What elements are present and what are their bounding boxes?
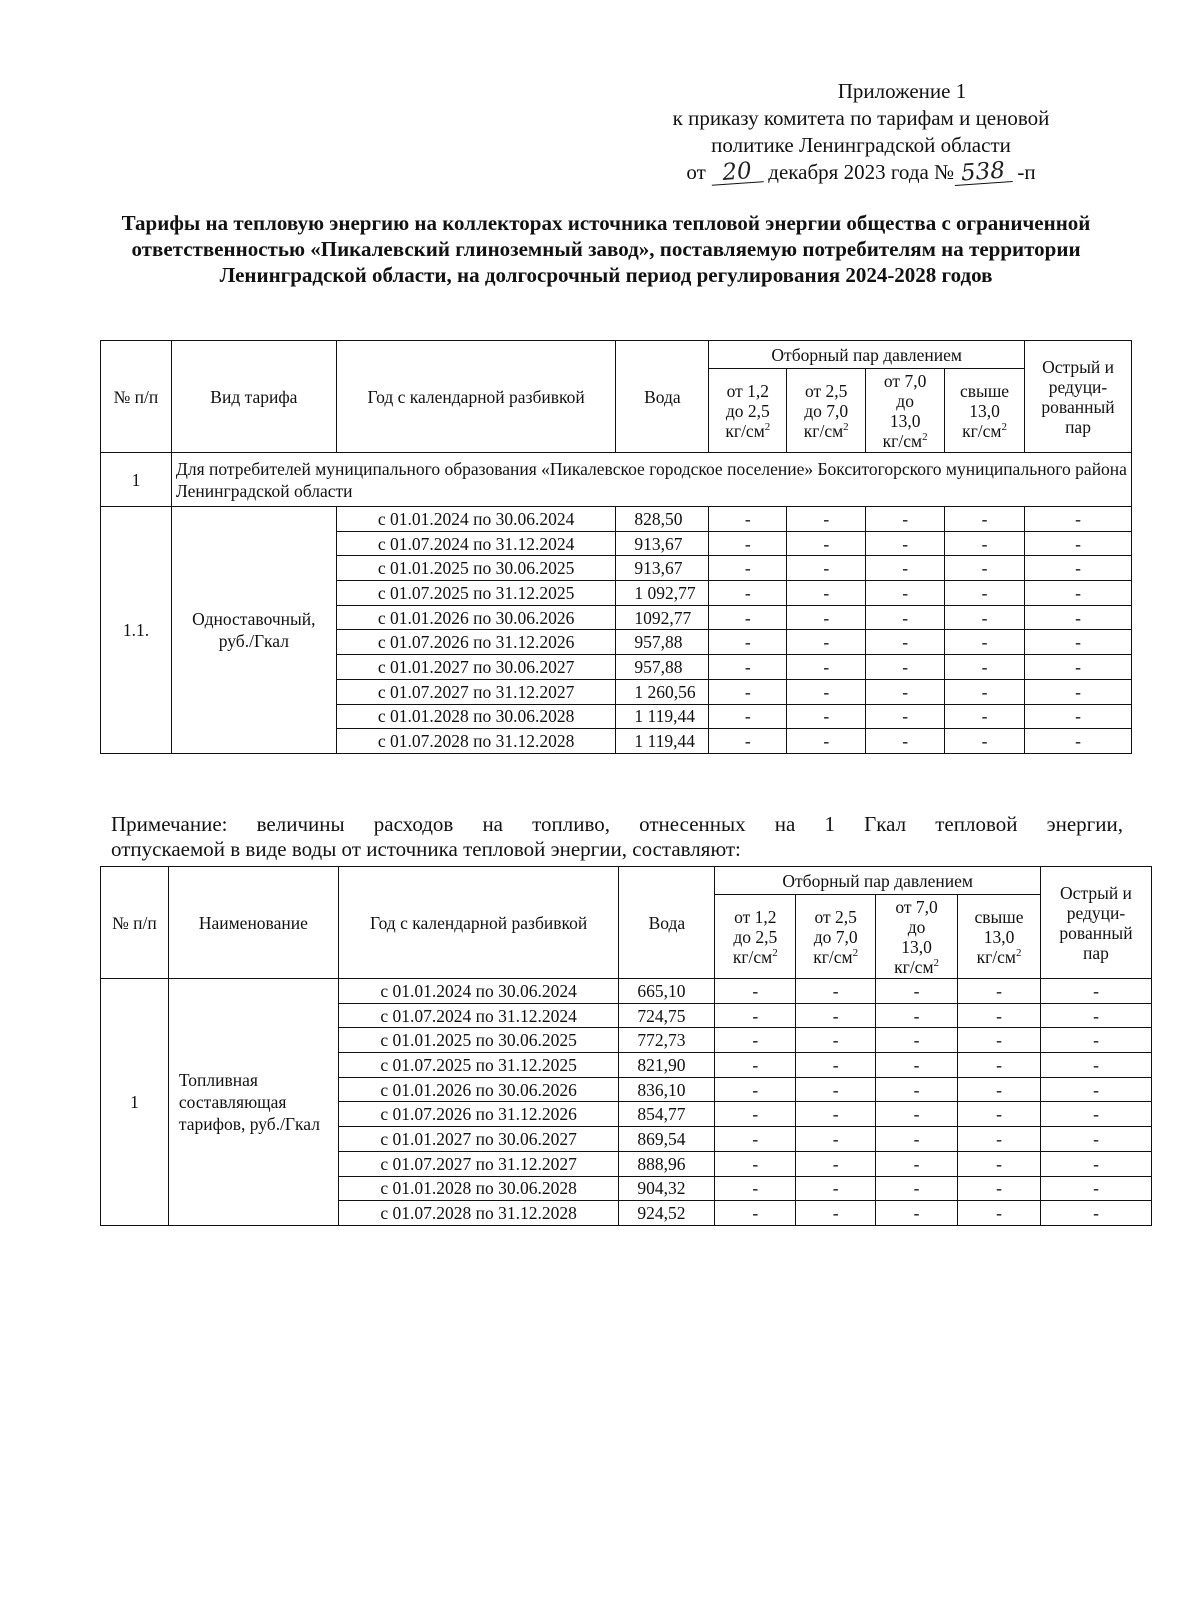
appendix-line-3: политике Ленинградской области <box>711 133 1011 157</box>
group-description: Для потребителей муниципального образования «Пикалевское городское поселение» Бокситогорского муниципального района Ленинградской области <box>171 453 1131 507</box>
period-cell: с 01.01.2025 по 30.06.2025 <box>338 1028 619 1053</box>
steam-value: - <box>866 630 945 655</box>
steam-value: - <box>787 655 866 680</box>
steam-value: - <box>945 704 1025 729</box>
steam-value: - <box>958 1003 1041 1028</box>
appendix-header <box>600 78 1122 186</box>
group-num: 1 <box>101 453 172 507</box>
steam-value: - <box>945 729 1025 754</box>
steam-value: - <box>796 1176 876 1201</box>
steam-value: - <box>876 1003 958 1028</box>
steam-value: - <box>1025 581 1132 606</box>
steam-value: - <box>945 556 1025 581</box>
steam-value: - <box>709 655 787 680</box>
header-name: Наименование <box>168 867 338 979</box>
water-value: 869,54 <box>619 1127 715 1152</box>
header-water: Вода <box>616 341 709 453</box>
steam-value: - <box>958 1176 1041 1201</box>
period-cell: с 01.07.2024 по 31.12.2024 <box>336 531 616 556</box>
water-value: 1 119,44 <box>616 704 709 729</box>
header-num: № п/п <box>101 341 172 453</box>
steam-value: - <box>796 979 876 1004</box>
order-suffix: -п <box>1017 160 1036 184</box>
steam-value: - <box>1040 1028 1151 1053</box>
water-value: 821,90 <box>619 1053 715 1078</box>
steam-value: - <box>1025 630 1132 655</box>
steam-value: - <box>958 1102 1041 1127</box>
steam-value: - <box>958 1053 1041 1078</box>
steam-value: - <box>958 979 1041 1004</box>
steam-value: - <box>866 605 945 630</box>
steam-value: - <box>876 1077 958 1102</box>
steam-value: - <box>866 581 945 606</box>
steam-value: - <box>787 729 866 754</box>
table-row <box>101 507 1132 532</box>
steam-value: - <box>715 1176 796 1201</box>
steam-value: - <box>709 531 787 556</box>
item-name: Одноставочный, руб./Гкал <box>171 507 336 754</box>
steam-value: - <box>866 507 945 532</box>
period-cell: с 01.07.2025 по 31.12.2025 <box>338 1053 619 1078</box>
steam-value: - <box>796 1077 876 1102</box>
steam-value: - <box>1040 1077 1151 1102</box>
header-steam-1: от 1,2 до 2,5 $кг/см^2$ <box>715 895 796 979</box>
steam-value: - <box>945 679 1025 704</box>
steam-value: - <box>715 1201 796 1226</box>
steam-value: - <box>1040 1102 1151 1127</box>
steam-value: - <box>876 1176 958 1201</box>
appendix-line-2: к приказу комитета по тарифам и ценовой <box>672 106 1050 130</box>
water-value: 904,32 <box>619 1176 715 1201</box>
water-value: 957,88 <box>616 630 709 655</box>
steam-value: - <box>866 729 945 754</box>
steam-value: - <box>1025 729 1132 754</box>
steam-value: - <box>796 1028 876 1053</box>
water-value: 913,67 <box>616 556 709 581</box>
fuel-component-table <box>100 866 1152 1226</box>
steam-value: - <box>876 1151 958 1176</box>
steam-value: - <box>709 704 787 729</box>
handwritten-order-number: 538 <box>953 159 1012 186</box>
steam-value: - <box>945 531 1025 556</box>
steam-value: - <box>945 655 1025 680</box>
water-value: 913,67 <box>616 531 709 556</box>
steam-value: - <box>715 1003 796 1028</box>
steam-value: - <box>787 630 866 655</box>
period-cell: с 01.01.2028 по 30.06.2028 <box>336 704 616 729</box>
period-cell: с 01.01.2024 по 30.06.2024 <box>336 507 616 532</box>
steam-value: - <box>1025 556 1132 581</box>
steam-value: - <box>876 1127 958 1152</box>
steam-value: - <box>1040 1176 1151 1201</box>
steam-value: - <box>709 556 787 581</box>
period-cell: с 01.01.2026 по 30.06.2026 <box>338 1077 619 1102</box>
steam-value: - <box>796 1053 876 1078</box>
steam-value: - <box>866 704 945 729</box>
water-value: 836,10 <box>619 1077 715 1102</box>
steam-value: - <box>715 1053 796 1078</box>
water-value: 957,88 <box>616 655 709 680</box>
steam-value: - <box>787 556 866 581</box>
document-title: Тарифы на тепловую энергию на коллекторах источника тепловой энергии общества с ограниченной ответственностью «Пикалевский глиноземный завод», поставляемую потребителям на территории Ленинградской области, на долгосрочный период регулирования 2024-2028 годов <box>121 211 1091 287</box>
steam-value: - <box>1040 1151 1151 1176</box>
appendix-title: Приложение 1 <box>837 79 967 103</box>
steam-value: - <box>715 1127 796 1152</box>
steam-value: - <box>1040 1003 1151 1028</box>
steam-value: - <box>715 1077 796 1102</box>
steam-value: - <box>796 1127 876 1152</box>
appendix-date-line <box>600 159 1122 186</box>
header-steam-group: Отборный пар давлением <box>715 867 1041 895</box>
tariff-table <box>100 340 1132 754</box>
period-cell: с 01.07.2026 по 31.12.2026 <box>338 1102 619 1127</box>
steam-value: - <box>958 1127 1041 1152</box>
steam-value: - <box>866 655 945 680</box>
steam-value: - <box>1025 655 1132 680</box>
steam-value: - <box>796 1151 876 1176</box>
steam-value: - <box>787 704 866 729</box>
steam-value: - <box>1040 1053 1151 1078</box>
water-value: 854,77 <box>619 1102 715 1127</box>
steam-value: - <box>709 605 787 630</box>
item-number: 1.1. <box>101 507 172 754</box>
header-sharp-steam: Острый и редуци-рованный пар <box>1040 867 1151 979</box>
steam-value: - <box>787 679 866 704</box>
steam-value: - <box>787 531 866 556</box>
note-line-1: Примечание: величины расходов на топливо, отнесенных на 1 Гкал тепловой энергии, <box>111 812 1123 836</box>
steam-value: - <box>876 1201 958 1226</box>
steam-value: - <box>715 979 796 1004</box>
steam-value: - <box>945 581 1025 606</box>
period-cell: с 01.07.2027 по 31.12.2027 <box>338 1151 619 1176</box>
header-steam-1: от 1,2 до 2,5 $кг/см^2$ <box>709 369 787 453</box>
handwritten-day: 20 <box>710 159 763 186</box>
steam-value: - <box>1025 679 1132 704</box>
steam-value: - <box>876 1102 958 1127</box>
water-value: 724,75 <box>619 1003 715 1028</box>
period-cell: с 01.07.2026 по 31.12.2026 <box>336 630 616 655</box>
water-value: 1 260,56 <box>616 679 709 704</box>
header-steam-4: свыше 13,0 $кг/см^2$ <box>945 369 1025 453</box>
header-tariff-kind: Вид тарифа <box>171 341 336 453</box>
table-row <box>101 979 1152 1004</box>
water-value: 1 119,44 <box>616 729 709 754</box>
period-cell: с 01.01.2028 по 30.06.2028 <box>338 1176 619 1201</box>
steam-value: - <box>796 1102 876 1127</box>
water-value: 665,10 <box>619 979 715 1004</box>
steam-value: - <box>876 1028 958 1053</box>
steam-value: - <box>709 679 787 704</box>
period-cell: с 01.07.2027 по 31.12.2027 <box>336 679 616 704</box>
period-cell: с 01.07.2025 по 31.12.2025 <box>336 581 616 606</box>
steam-value: - <box>715 1151 796 1176</box>
period-cell: с 01.07.2028 по 31.12.2028 <box>336 729 616 754</box>
steam-value: - <box>1040 1201 1151 1226</box>
water-value: 772,73 <box>619 1028 715 1053</box>
steam-value: - <box>1025 507 1132 532</box>
water-value: 888,96 <box>619 1151 715 1176</box>
steam-value: - <box>945 507 1025 532</box>
steam-value: - <box>709 630 787 655</box>
date-month-year: декабря 2023 года № <box>768 160 955 184</box>
water-value: 828,50 <box>616 507 709 532</box>
date-prefix: от <box>686 160 706 184</box>
note-paragraph <box>111 812 1123 862</box>
header-steam-group: Отборный пар давлением <box>709 341 1025 369</box>
steam-value: - <box>958 1201 1041 1226</box>
steam-value: - <box>866 531 945 556</box>
steam-value: - <box>1025 531 1132 556</box>
note-line-2: отпускаемой в виде воды от источника тепловой энергии, составляют: <box>111 837 741 861</box>
steam-value: - <box>787 581 866 606</box>
steam-value: - <box>945 605 1025 630</box>
header-period: Год с календарной разбивкой <box>336 341 616 453</box>
header-water: Вода <box>619 867 715 979</box>
steam-value: - <box>876 1053 958 1078</box>
steam-value: - <box>709 507 787 532</box>
steam-value: - <box>866 556 945 581</box>
steam-value: - <box>1040 1127 1151 1152</box>
item-number: 1 <box>101 979 169 1226</box>
steam-value: - <box>876 979 958 1004</box>
period-cell: с 01.01.2027 по 30.06.2027 <box>336 655 616 680</box>
period-cell: с 01.01.2026 по 30.06.2026 <box>336 605 616 630</box>
water-value: 1092,77 <box>616 605 709 630</box>
steam-value: - <box>796 1003 876 1028</box>
steam-value: - <box>958 1151 1041 1176</box>
header-num: № п/п <box>101 867 169 979</box>
water-value: 1 092,77 <box>616 581 709 606</box>
steam-value: - <box>958 1077 1041 1102</box>
steam-value: - <box>796 1201 876 1226</box>
steam-value: - <box>709 729 787 754</box>
steam-value: - <box>1025 704 1132 729</box>
header-steam-2: от 2,5 до 7,0 $кг/см^2$ <box>796 895 876 979</box>
steam-value: - <box>787 507 866 532</box>
period-cell: с 01.07.2024 по 31.12.2024 <box>338 1003 619 1028</box>
header-steam-3: от 7,0 до 13,0 $кг/см^2$ <box>866 369 945 453</box>
header-sharp-steam: Острый и редуци-рованный пар <box>1025 341 1132 453</box>
steam-value: - <box>866 679 945 704</box>
steam-value: - <box>715 1028 796 1053</box>
steam-value: - <box>787 605 866 630</box>
steam-value: - <box>958 1028 1041 1053</box>
period-cell: с 01.01.2025 по 30.06.2025 <box>336 556 616 581</box>
header-steam-3: от 7,0 до 13,0 $кг/см^2$ <box>876 895 958 979</box>
header-steam-4: свыше 13,0 $кг/см^2$ <box>958 895 1041 979</box>
steam-value: - <box>715 1102 796 1127</box>
water-value: 924,52 <box>619 1201 715 1226</box>
item-name: Топливная составляющая тарифов, руб./Гкал <box>168 979 338 1226</box>
period-cell: с 01.01.2024 по 30.06.2024 <box>338 979 619 1004</box>
steam-value: - <box>709 581 787 606</box>
header-period: Год с календарной разбивкой <box>338 867 619 979</box>
period-cell: с 01.07.2028 по 31.12.2028 <box>338 1201 619 1226</box>
steam-value: - <box>945 630 1025 655</box>
steam-value: - <box>1040 979 1151 1004</box>
period-cell: с 01.01.2027 по 30.06.2027 <box>338 1127 619 1152</box>
steam-value: - <box>1025 605 1132 630</box>
header-steam-2: от 2,5 до 7,0 $кг/см^2$ <box>787 369 866 453</box>
